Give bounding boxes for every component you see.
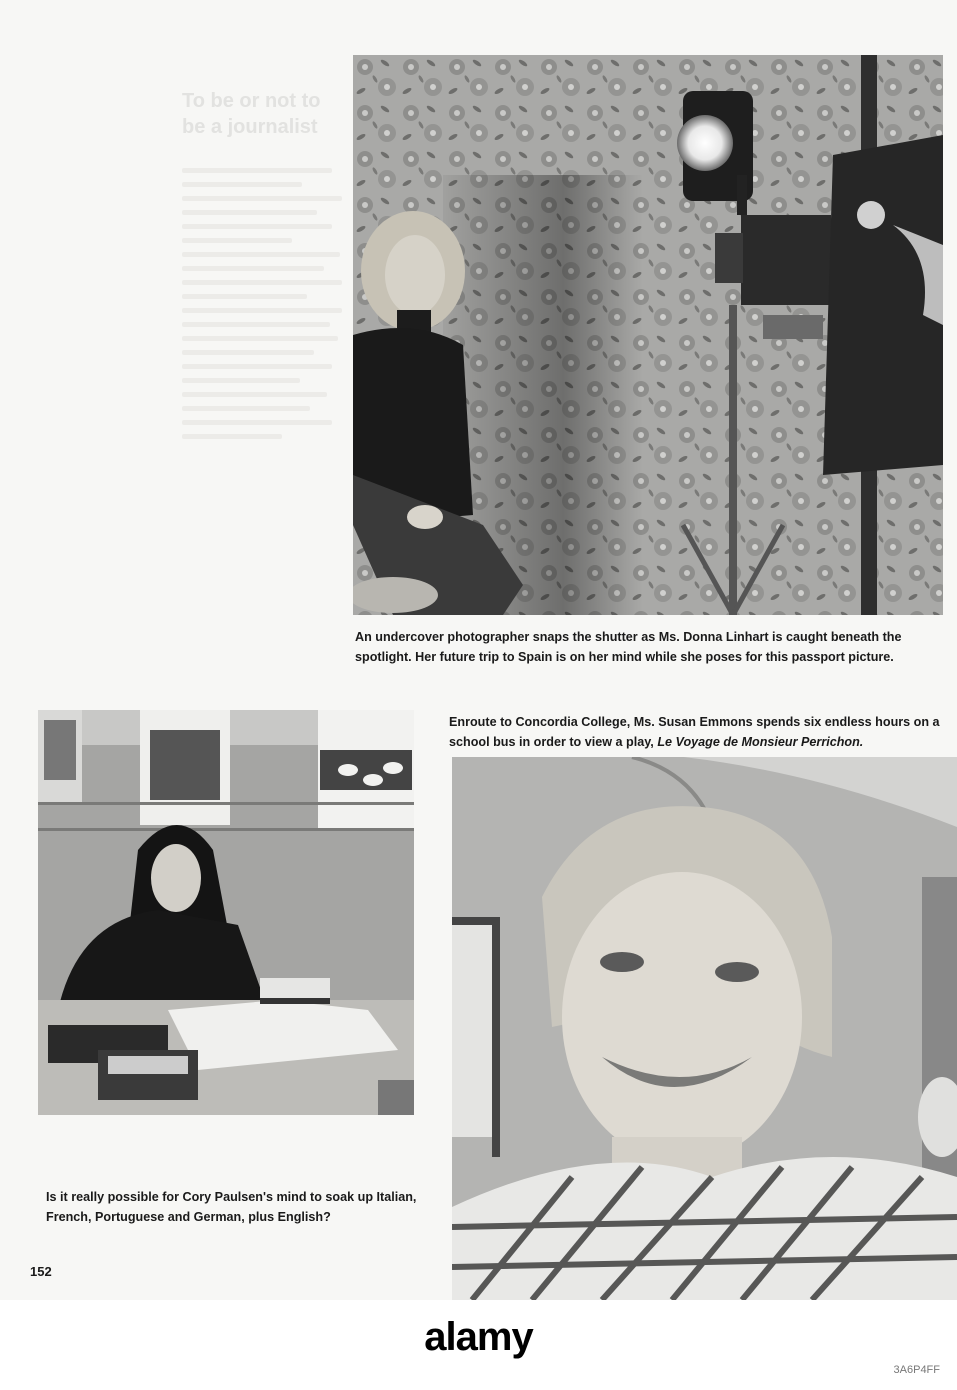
alamy-logo[interactable]: alamy [424,1315,533,1359]
faded-body-text [182,168,347,448]
studio-portrait-photo [353,55,943,615]
bus-photo [452,757,957,1300]
stock-footer [0,1300,957,1390]
study-caption: Is it really possible for Cory Paulsen's mind to soak up Italian, French, Portuguese and German, plus English? [46,1190,417,1224]
bus-caption [449,712,955,752]
study-photo [38,710,414,1115]
bus-caption-text: Enroute to Concordia College, Ms. Susan Emmons spends six endless hours on a school bus in order to view a play, [449,715,940,749]
image-code: 3A6P4FF [893,1364,940,1376]
page-number: 152 [30,1264,52,1279]
play-title: Le Voyage de Monsieur Perrichon. [657,735,864,749]
faded-heading: To be or not to be a journalist [182,90,321,138]
portrait-caption: An undercover photographer snaps the shutter as Ms. Donna Linhart is caught beneath the spotlight. Her future trip to Spain is on her mind while she poses for this passport picture. [355,630,902,664]
